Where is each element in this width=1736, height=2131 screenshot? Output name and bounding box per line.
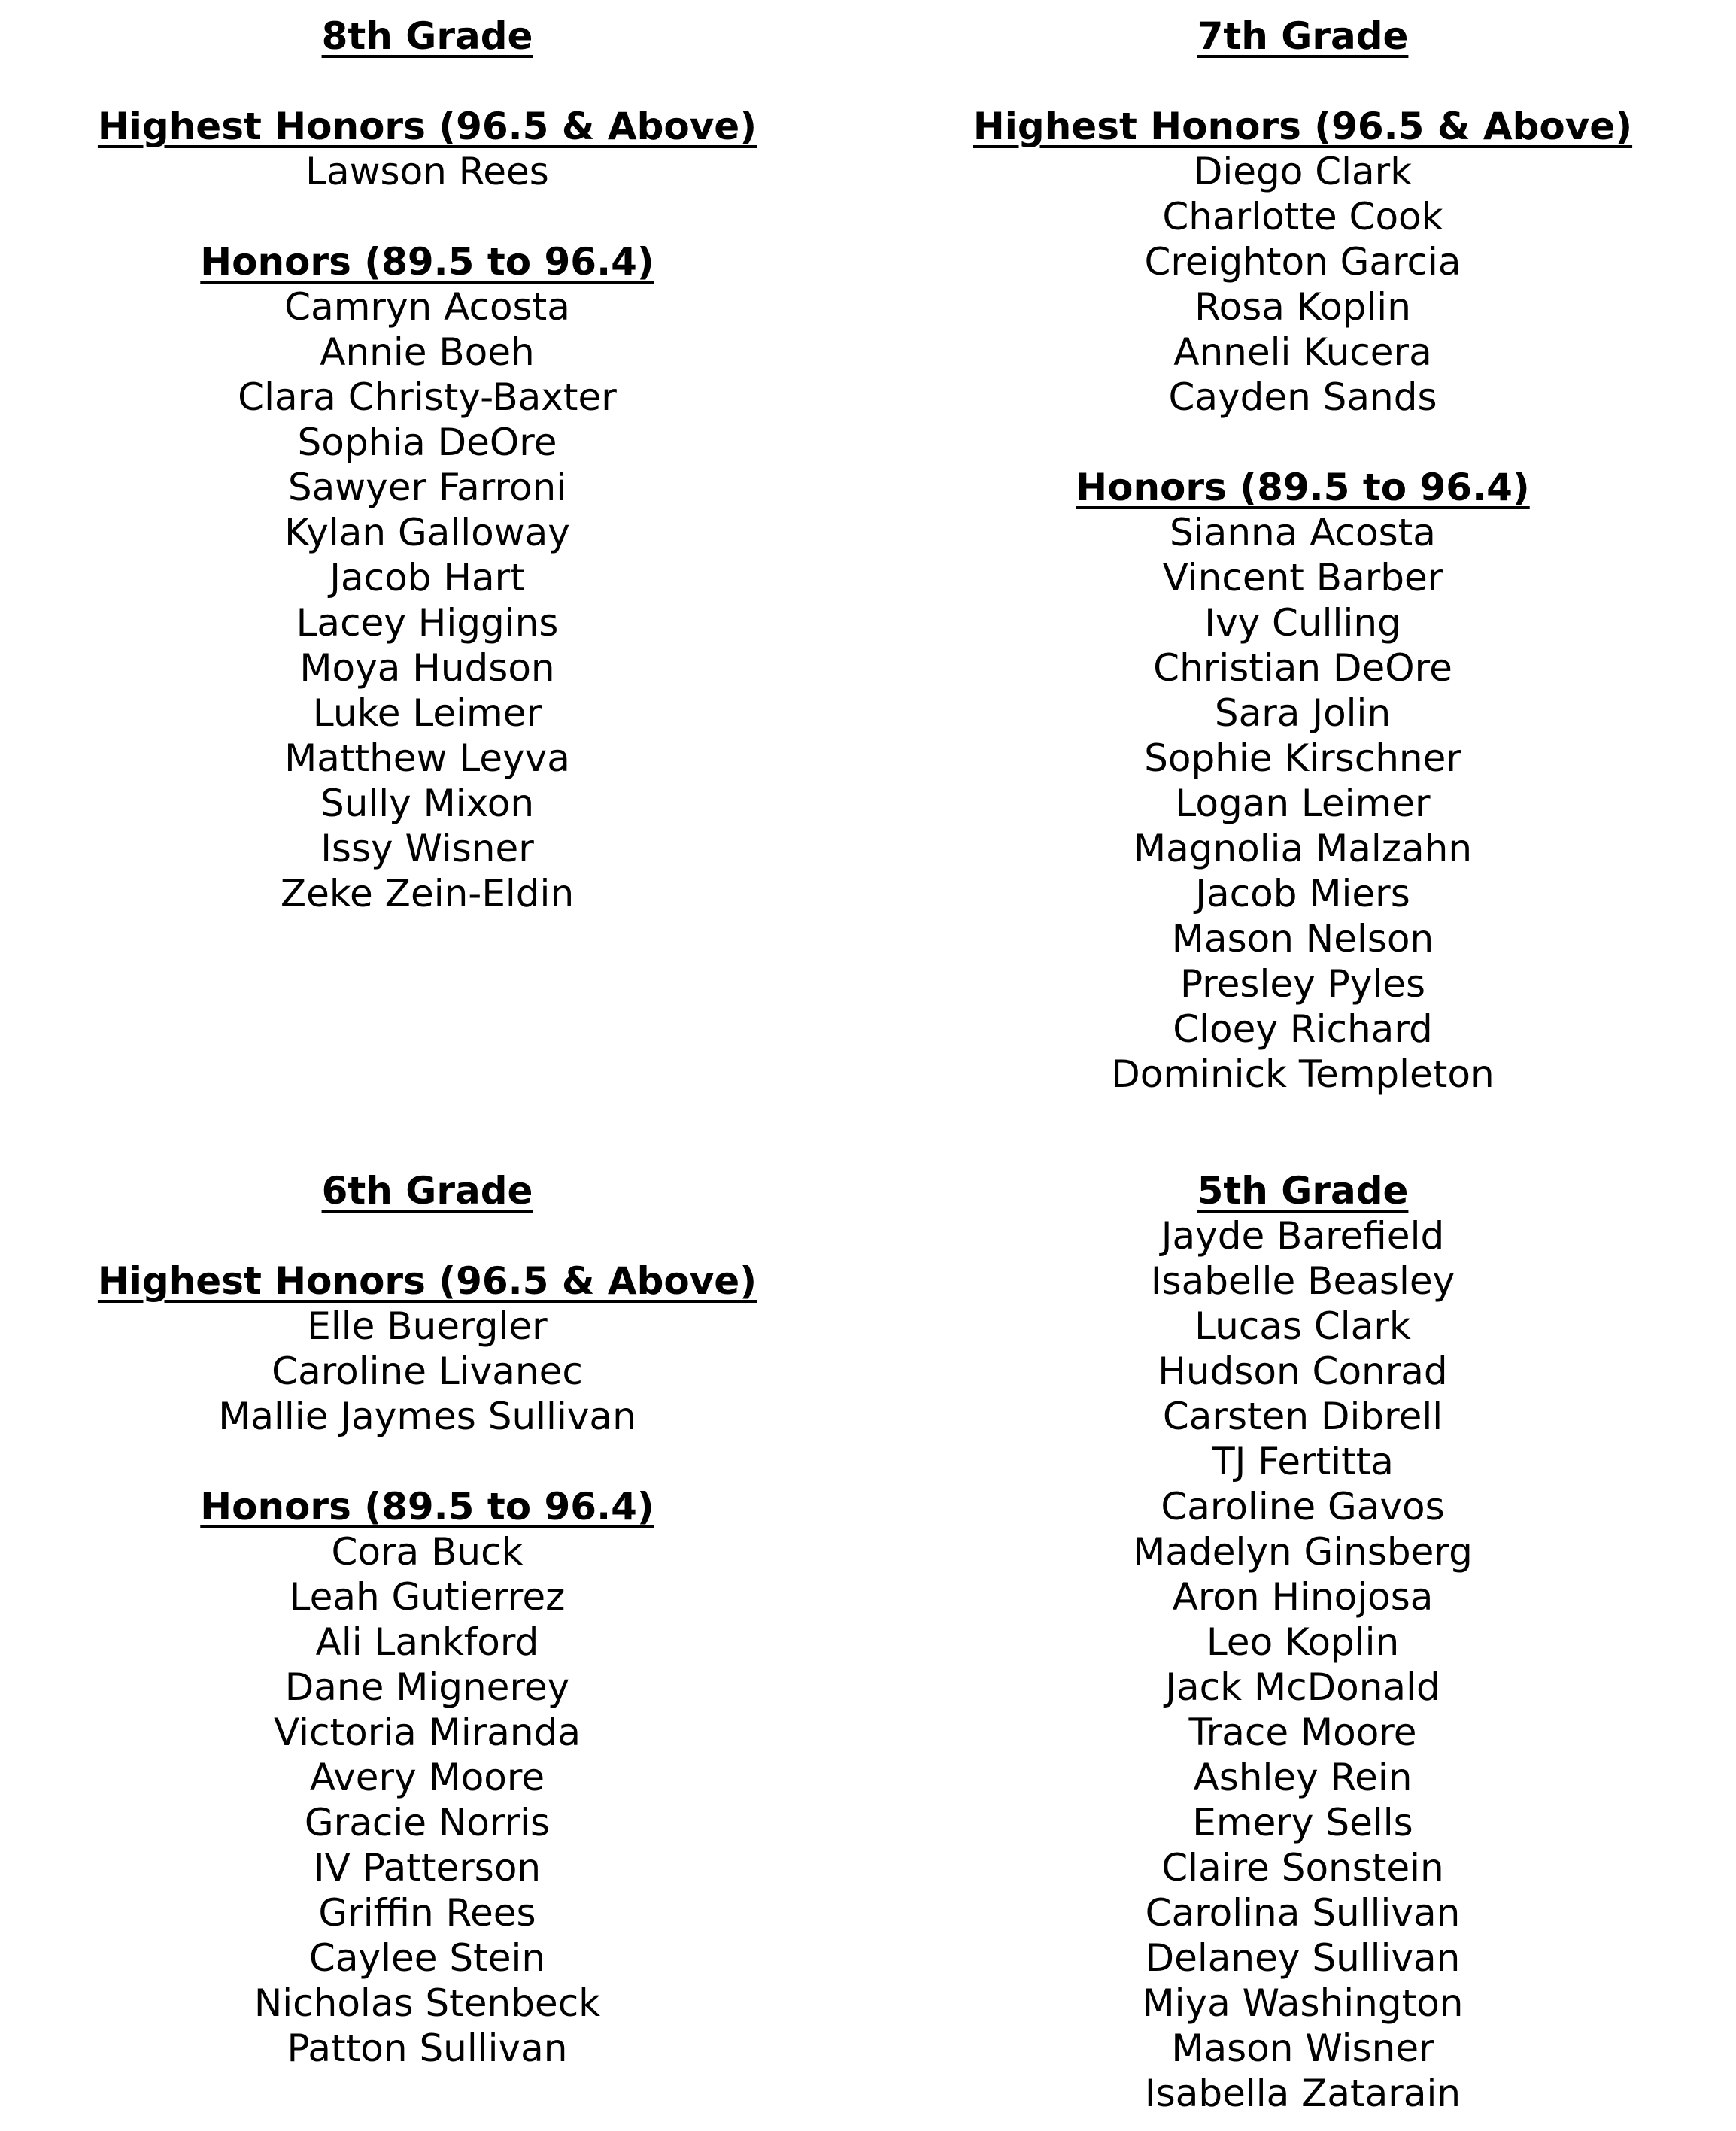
student-name: Rosa Koplin xyxy=(1194,285,1411,329)
student-name: Clara Christy-Baxter xyxy=(238,375,617,419)
grade-6-highest-heading: Highest Honors (96.5 & Above) xyxy=(97,1259,757,1303)
student-name: Delaney Sullivan xyxy=(1145,1936,1461,1980)
grade-7-highest-heading: Highest Honors (96.5 & Above) xyxy=(973,105,1633,148)
student-name: Avery Moore xyxy=(309,1756,545,1799)
student-name: Anneli Kucera xyxy=(1173,330,1432,374)
grade-8-honors-list xyxy=(51,284,803,916)
student-name: Madelyn Ginsberg xyxy=(1133,1530,1473,1574)
student-name: Leah Gutierrez xyxy=(289,1575,566,1619)
grade-8-honors-heading: Honors (89.5 to 96.4) xyxy=(200,240,654,284)
student-name: Carsten Dibrell xyxy=(1162,1395,1443,1438)
student-name: Ivy Culling xyxy=(1204,601,1401,645)
student-name: Lawson Rees xyxy=(305,150,549,193)
student-name: Annie Boeh xyxy=(320,330,535,374)
student-name: Miya Washington xyxy=(1142,1981,1464,2025)
student-name: Luke Leimer xyxy=(312,691,542,735)
grade-6-title: 6th Grade xyxy=(321,1169,533,1213)
student-name: Leo Koplin xyxy=(1206,1620,1400,1664)
student-name: Logan Leimer xyxy=(1175,782,1431,825)
student-name: Isabelle Beasley xyxy=(1150,1259,1455,1303)
student-name: Jayde Barefield xyxy=(1161,1214,1445,1258)
grade-6-honors-list xyxy=(51,1529,803,2071)
student-name: Caylee Stein xyxy=(308,1936,546,1980)
student-name: Caroline Livanec xyxy=(272,1349,583,1393)
student-name: Magnolia Malzahn xyxy=(1133,827,1473,870)
grade-5-list xyxy=(927,1213,1679,2116)
student-name: Zeke Zein-Eldin xyxy=(280,872,575,915)
grade-6-section xyxy=(51,1168,803,2071)
student-name: Jack McDonald xyxy=(1165,1665,1440,1709)
student-name: Cora Buck xyxy=(331,1530,524,1574)
student-name: Mason Nelson xyxy=(1171,917,1434,961)
student-name: Moya Hudson xyxy=(299,646,555,690)
grade-5-title: 5th Grade xyxy=(1197,1169,1409,1213)
student-name: Cloey Richard xyxy=(1173,1007,1433,1051)
student-name: Jacob Hart xyxy=(329,556,525,600)
student-name: Ali Lankford xyxy=(315,1620,539,1664)
student-name: Mason Wisner xyxy=(1171,2026,1434,2070)
student-name: Trace Moore xyxy=(1188,1711,1417,1754)
grade-7-honors-list xyxy=(927,510,1679,1097)
student-name: Sianna Acosta xyxy=(1170,511,1436,554)
student-name: Issy Wisner xyxy=(320,827,534,870)
grade-7-highest-list xyxy=(927,149,1679,420)
student-name: Elle Buergler xyxy=(307,1304,548,1348)
student-name: Creighton Garcia xyxy=(1144,240,1461,284)
grade-6-honors-heading: Honors (89.5 to 96.4) xyxy=(200,1485,654,1528)
student-name: Cayden Sands xyxy=(1168,375,1437,419)
student-name: Kylan Galloway xyxy=(284,511,570,554)
student-name: Lacey Higgins xyxy=(296,601,559,645)
student-name: Vincent Barber xyxy=(1162,556,1443,600)
grade-6-highest-list xyxy=(51,1304,803,1439)
student-name: Isabella Zatarain xyxy=(1144,2072,1461,2115)
student-name: Gracie Norris xyxy=(304,1801,551,1844)
grade-8-title: 8th Grade xyxy=(321,14,533,58)
student-name: TJ Fertitta xyxy=(1212,1440,1394,1483)
grade-7-title: 7th Grade xyxy=(1197,14,1409,58)
student-name: Sophie Kirschner xyxy=(1144,736,1461,780)
student-name: Sully Mixon xyxy=(320,782,535,825)
student-name: Jacob Miers xyxy=(1195,872,1410,915)
grade-7-honors-heading: Honors (89.5 to 96.4) xyxy=(1076,466,1530,509)
student-name: Mallie Jaymes Sullivan xyxy=(218,1395,636,1438)
student-name: Presley Pyles xyxy=(1179,962,1426,1006)
student-name: Claire Sonstein xyxy=(1161,1846,1444,1890)
student-name: Matthew Leyva xyxy=(284,736,570,780)
grade-8-highest-list xyxy=(51,149,803,194)
student-name: Aron Hinojosa xyxy=(1172,1575,1434,1619)
student-name: IV Patterson xyxy=(313,1846,542,1890)
student-name: Patton Sullivan xyxy=(287,2026,568,2070)
student-name: Dominick Templeton xyxy=(1111,1052,1495,1096)
student-name: Diego Clark xyxy=(1193,150,1413,193)
student-name: Camryn Acosta xyxy=(284,285,570,329)
student-name: Sawyer Farroni xyxy=(287,466,567,509)
student-name: Emery Sells xyxy=(1192,1801,1413,1844)
student-name: Sara Jolin xyxy=(1214,691,1392,735)
grade-7-section xyxy=(927,14,1679,1097)
student-name: Hudson Conrad xyxy=(1158,1349,1448,1393)
grade-5-section xyxy=(927,1168,1679,2116)
student-name: Sophia DeOre xyxy=(297,420,557,464)
student-name: Lucas Clark xyxy=(1194,1304,1411,1348)
student-name: Charlotte Cook xyxy=(1162,195,1443,238)
student-name: Caroline Gavos xyxy=(1161,1485,1445,1528)
student-name: Griffin Rees xyxy=(318,1891,536,1935)
grade-8-section xyxy=(51,14,803,916)
student-name: Dane Mignerey xyxy=(284,1665,570,1709)
student-name: Christian DeOre xyxy=(1153,646,1452,690)
student-name: Carolina Sullivan xyxy=(1145,1891,1461,1935)
student-name: Nicholas Stenbeck xyxy=(253,1981,601,2025)
student-name: Ashley Rein xyxy=(1193,1756,1413,1799)
grade-8-highest-heading: Highest Honors (96.5 & Above) xyxy=(97,105,757,148)
student-name: Victoria Miranda xyxy=(274,1711,581,1754)
